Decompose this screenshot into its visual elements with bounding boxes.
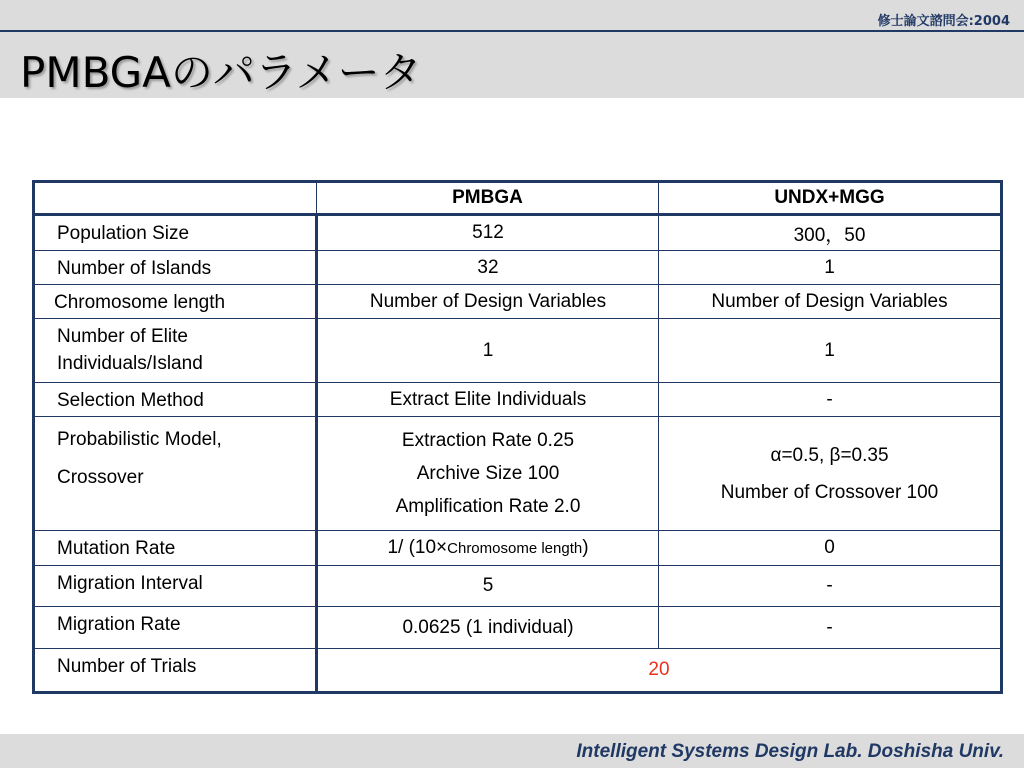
conference-label: 修士論文諮問会:2004	[877, 14, 1010, 29]
undx-population-size: 300，50	[659, 215, 1002, 251]
row-label-model-line2: Crossover	[57, 467, 144, 488]
row-label-number-of-islands: Number of Islands	[34, 251, 317, 285]
pmbga-population-size: 512	[317, 215, 659, 251]
header-undx-mgg: UNDX+MGG	[659, 182, 1002, 215]
number-of-trials-value: 20	[317, 649, 1002, 693]
undx-migration-interval: -	[659, 566, 1002, 607]
header-divider	[0, 30, 1024, 32]
pmbga-chromosome-length: Number of Design Variables	[317, 285, 659, 319]
slide-title: PMBGAのパラメータ	[20, 48, 422, 97]
undx-elite-individuals: 1	[659, 319, 1002, 383]
row-label-model-line1: Probabilistic Model,	[57, 429, 222, 450]
pmbga-mutation-rate	[317, 531, 659, 566]
undx-alpha-beta: α=0.5, β=0.35	[770, 444, 889, 466]
undx-migration-rate: -	[659, 607, 1002, 649]
row-label-population-size: Population Size	[34, 215, 317, 251]
table-row	[34, 319, 1002, 383]
table-row	[34, 566, 1002, 607]
row-label-selection-method: Selection Method	[34, 383, 317, 417]
row-label-migration-interval: Migration Interval	[34, 566, 317, 607]
undx-number-of-islands: 1	[659, 251, 1002, 285]
row-label-mutation-rate: Mutation Rate	[34, 531, 317, 566]
table-row	[34, 285, 1002, 319]
row-label-elite-line1: Number of Elite	[57, 326, 188, 347]
pmbga-elite-individuals: 1	[317, 319, 659, 383]
undx-chromosome-length: Number of Design Variables	[659, 285, 1002, 319]
table-row	[34, 531, 1002, 566]
undx-number-of-crossover: Number of Crossover 100	[720, 481, 939, 503]
header-pmbga: PMBGA	[317, 182, 659, 215]
table-row	[34, 649, 1002, 693]
table-row	[34, 251, 1002, 285]
row-label-elite-line2: Individuals/Island	[57, 353, 203, 374]
table-row	[34, 417, 1002, 531]
header-empty-cell	[34, 182, 317, 215]
undx-model-crossover	[659, 417, 1002, 531]
pmbga-number-of-islands: 32	[317, 251, 659, 285]
mutation-prefix: 1/ (10×	[387, 537, 448, 558]
pmbga-extraction-rate: Extraction Rate 0.25	[401, 430, 575, 451]
mutation-suffix: )	[582, 537, 589, 558]
table-row	[34, 383, 1002, 417]
parameter-table	[32, 180, 1003, 694]
table-header-row	[34, 182, 1002, 215]
table-row	[34, 607, 1002, 649]
pmbga-migration-rate: 0.0625 (1 individual)	[317, 607, 659, 649]
table-row	[34, 215, 1002, 251]
undx-mutation-rate: 0	[659, 531, 1002, 566]
pmbga-archive-size: Archive Size 100	[416, 463, 560, 484]
row-label-chromosome-length: Chromosome length	[34, 285, 317, 319]
row-label-model-crossover	[34, 417, 317, 531]
mutation-chromosome-length: Chromosome length	[447, 540, 583, 557]
row-label-elite-individuals	[34, 319, 317, 383]
undx-selection-method: -	[659, 383, 1002, 417]
row-label-migration-rate: Migration Rate	[34, 607, 317, 649]
row-label-number-of-trials: Number of Trials	[34, 649, 317, 693]
pmbga-amplification-rate: Amplification Rate 2.0	[395, 496, 581, 517]
footer-lab-name: Intelligent Systems Design Lab. Doshisha Univ.	[576, 741, 1004, 762]
pmbga-selection-method: Extract Elite Individuals	[317, 383, 659, 417]
pmbga-migration-interval: 5	[317, 566, 659, 607]
pmbga-model-crossover	[317, 417, 659, 531]
